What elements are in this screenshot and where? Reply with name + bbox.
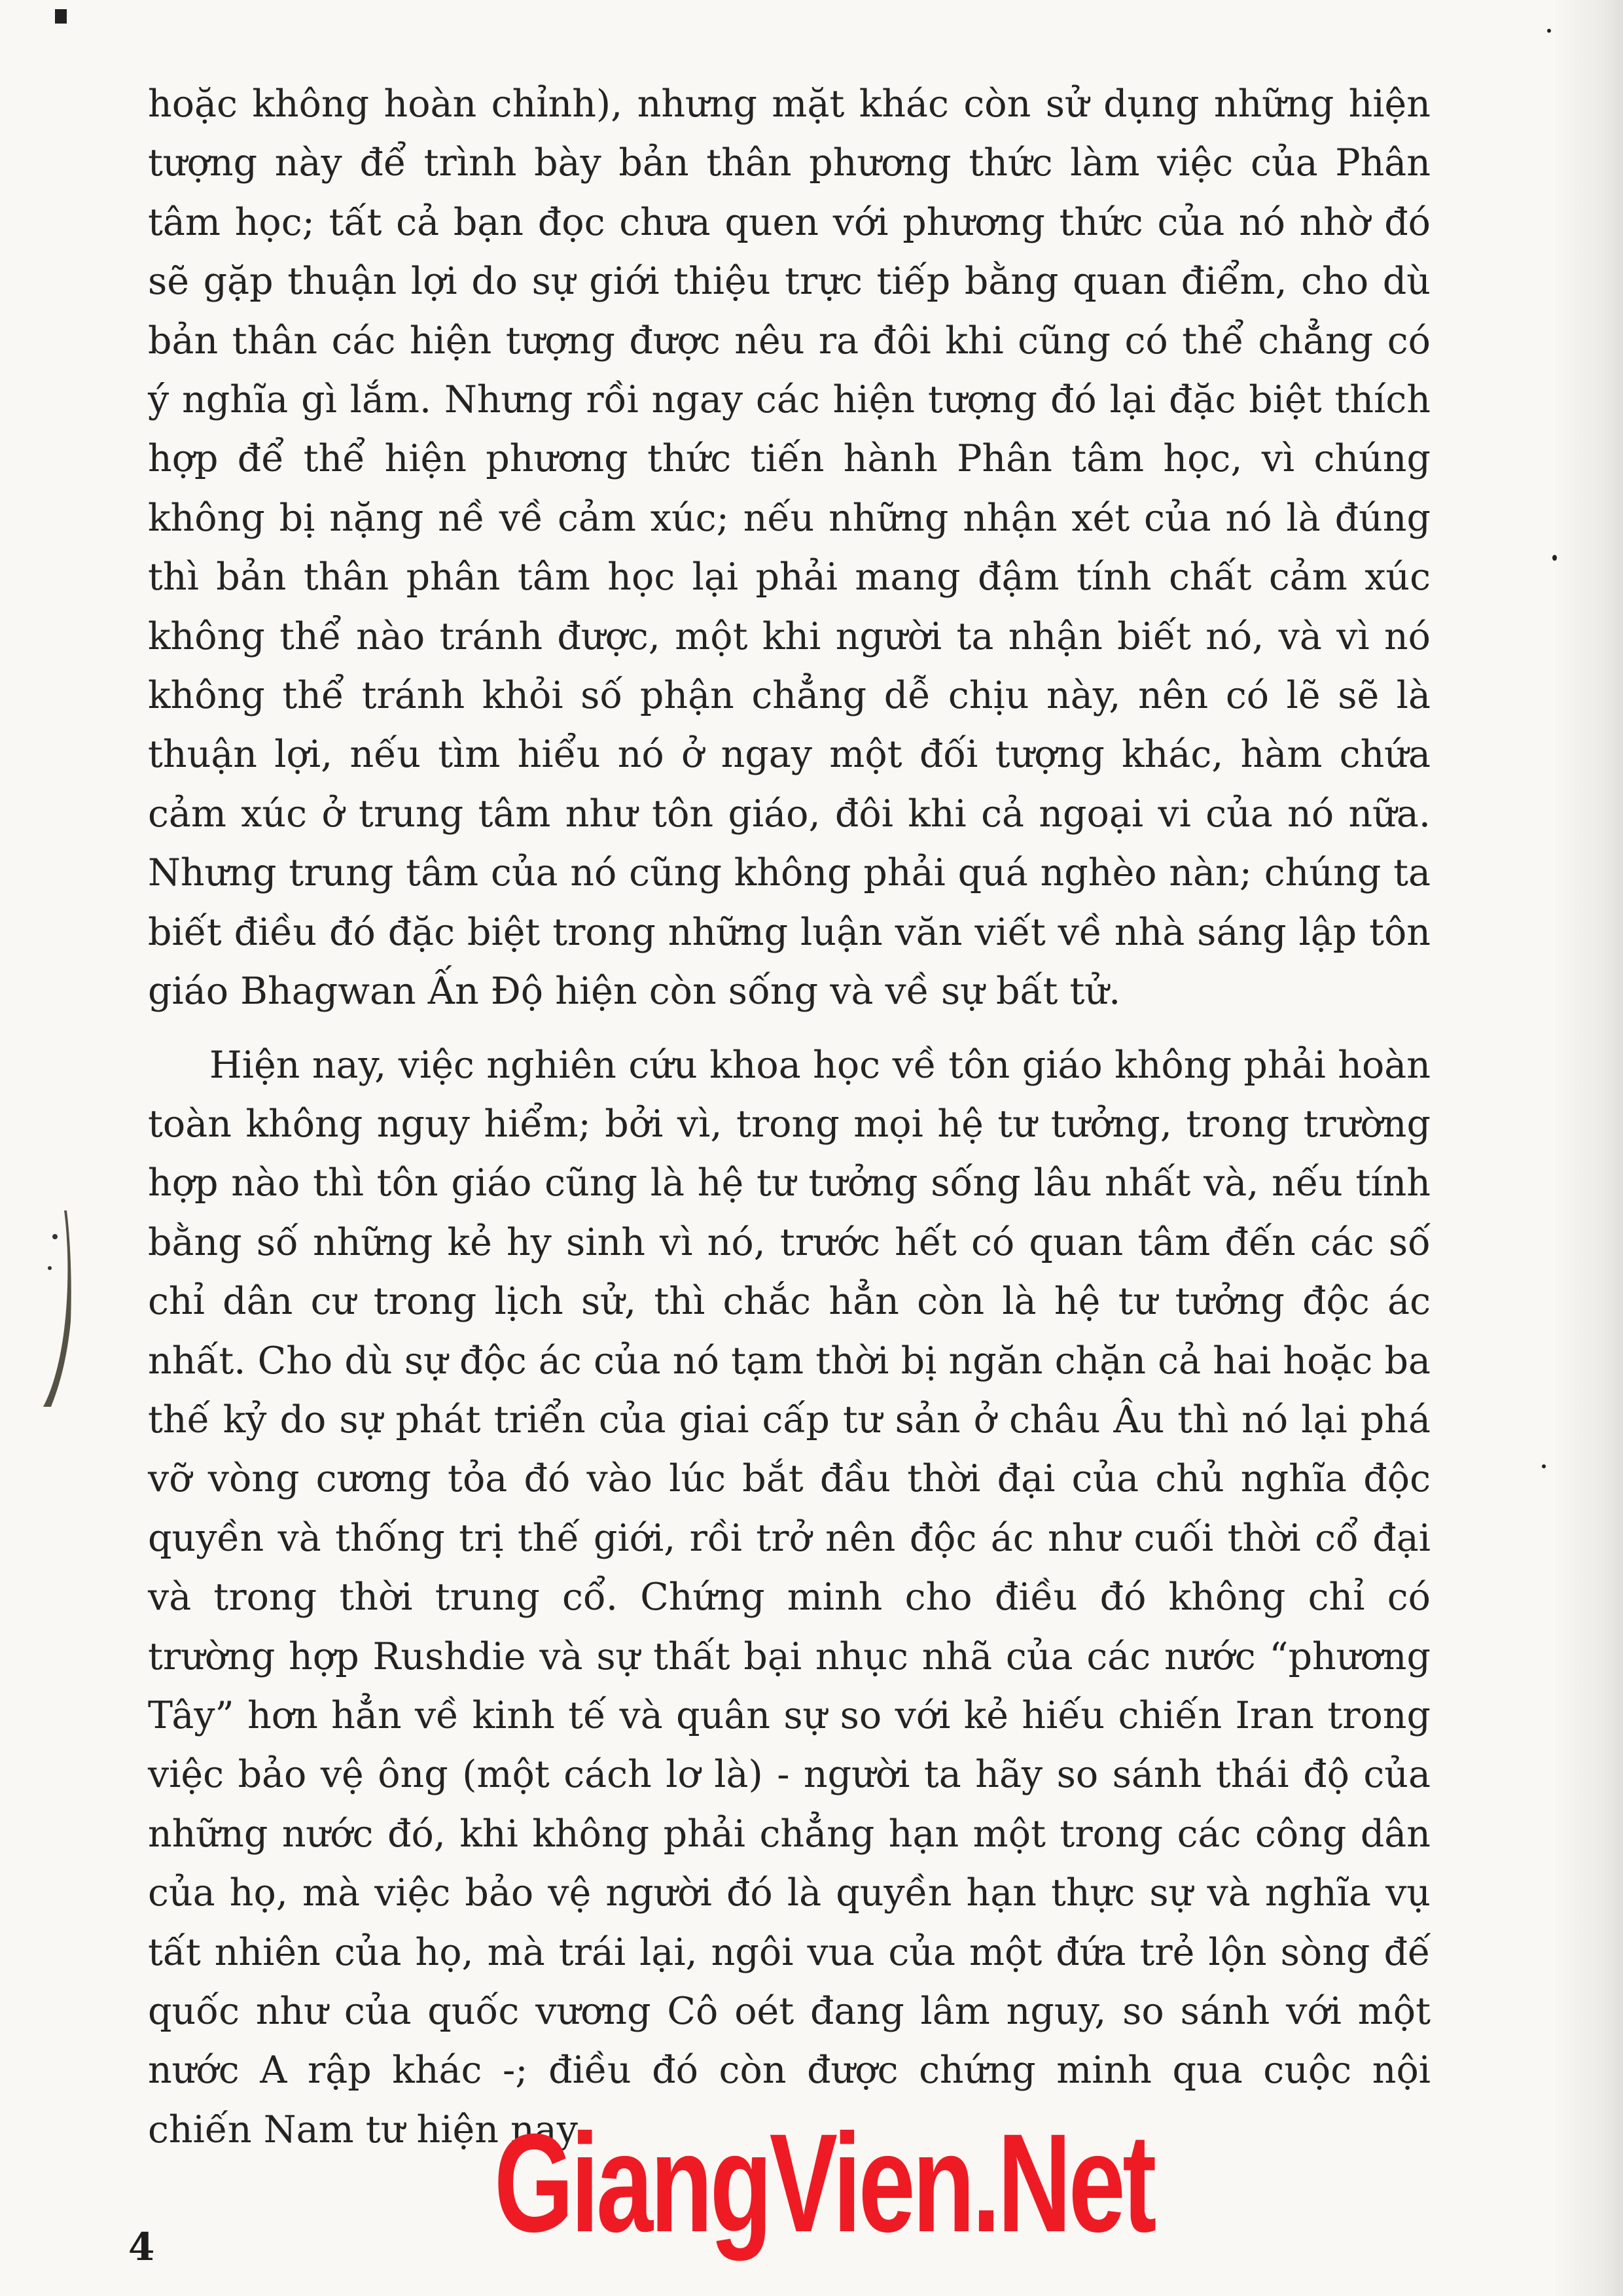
scan-speck xyxy=(1552,555,1557,561)
scan-speck xyxy=(1547,29,1551,33)
page-number: 4 xyxy=(128,2225,155,2269)
page-edge-shadow xyxy=(1551,0,1623,2296)
watermark-logo: GiangVien.Net xyxy=(494,2105,1154,2261)
scan-speck xyxy=(1542,1464,1546,1468)
paragraph: hoặc không hoàn chỉnh), nhưng mặt khác còn sử dụng những hiện tượng này để trình bày bản thân phương thức làm việc của Phân tâm học; tất cả bạn đọc chưa quen với phương thức của nó nhờ đó sẽ gặp thuận lợi do sự giới thiệu trực tiếp bằng quan điểm, cho dù bản thân các hiện tượng được nêu ra đôi khi cũng có thể chẳng có ý nghĩa gì lắm. Nhưng rồi ngay các hiện tượng đó lại đặc biệt thích hợp để thể hiện phương thức tiến hành Phân tâm học, vì chúng không bị nặng nề về cảm xúc; nếu những nhận xét của nó là đúng thì bản thân phân tâm học lại phải mang đậm tính chất cảm xúc không thể nào tránh được, một khi người ta nhận biết nó, và vì nó không thể tránh khỏi số phận chẳng dễ chịu này, nên có lẽ sẽ là thuận lợi, nếu tìm hiểu nó ở ngay một đối tượng khác, hàm chứa cảm xúc ở trung tâm như tôn giáo, đôi khi cả ngoại vi của nó nữa. Nhưng trung tâm của nó cũng không phải quá nghèo nàn; chúng ta biết điều đó đặc biệt trong những luận văn viết về nhà sáng lập tôn giáo Bhagwan Ấn Độ hiện còn sống và về sự bất tử. xyxy=(148,82,1431,1014)
binding-shadow xyxy=(41,1210,72,1407)
scan-corner-mark xyxy=(55,9,67,24)
paragraph: Hiện nay, việc nghiên cứu khoa học về tôn giáo không phải hoàn toàn không nguy hiểm; bởi vì, trong mọi hệ tư tưởng, trong trường hợp nào thì tôn giáo cũng là hệ tư tưởng sống lâu nhất và, nếu tính bằng số những kẻ hy sinh vì nó, trước hết có quan tâm đến các số chỉ dân cư trong lịch sử, thì chắc hẳn còn là hệ tư tưởng độc ác nhất. Cho dù sự độc ác của nó tạm thời bị ngăn chặn cả hai hoặc ba thế kỷ do sự phát triển của giai cấp tư sản ở châu Âu thì nó lại phá vỡ vòng cương tỏa đó vào lúc bắt đầu thời đại của chủ nghĩa độc quyền và thống trị thế giới, rồi trở nên độc ác như cuối thời cổ đại và trong thời trung cổ. Chứng minh cho điều đó không chỉ có trường hợp Rushdie và sự thất bại nhục nhã của các nước “phương Tây” hơn hẳn về kinh tế và quân sự so với kẻ hiếu chiến Iran trong việc bảo vệ ông (một cách lơ là) - người ta hãy so sánh thái độ của những nước đó, khi không phải chẳng hạn một trong các công dân của họ, mà việc bảo vệ người đó là quyền hạn thực sự và nghĩa vụ tất nhiên của họ, mà trái lại, ngôi vua của một đứa trẻ lộn sòng đế quốc như của quốc vương Cô oét đang lâm nguy, so sánh với một nước A rập khác -; điều đó còn được chứng minh qua cuộc nội chiến Nam tư hiện nay xyxy=(148,1043,1431,2151)
body-text xyxy=(148,75,1431,2159)
